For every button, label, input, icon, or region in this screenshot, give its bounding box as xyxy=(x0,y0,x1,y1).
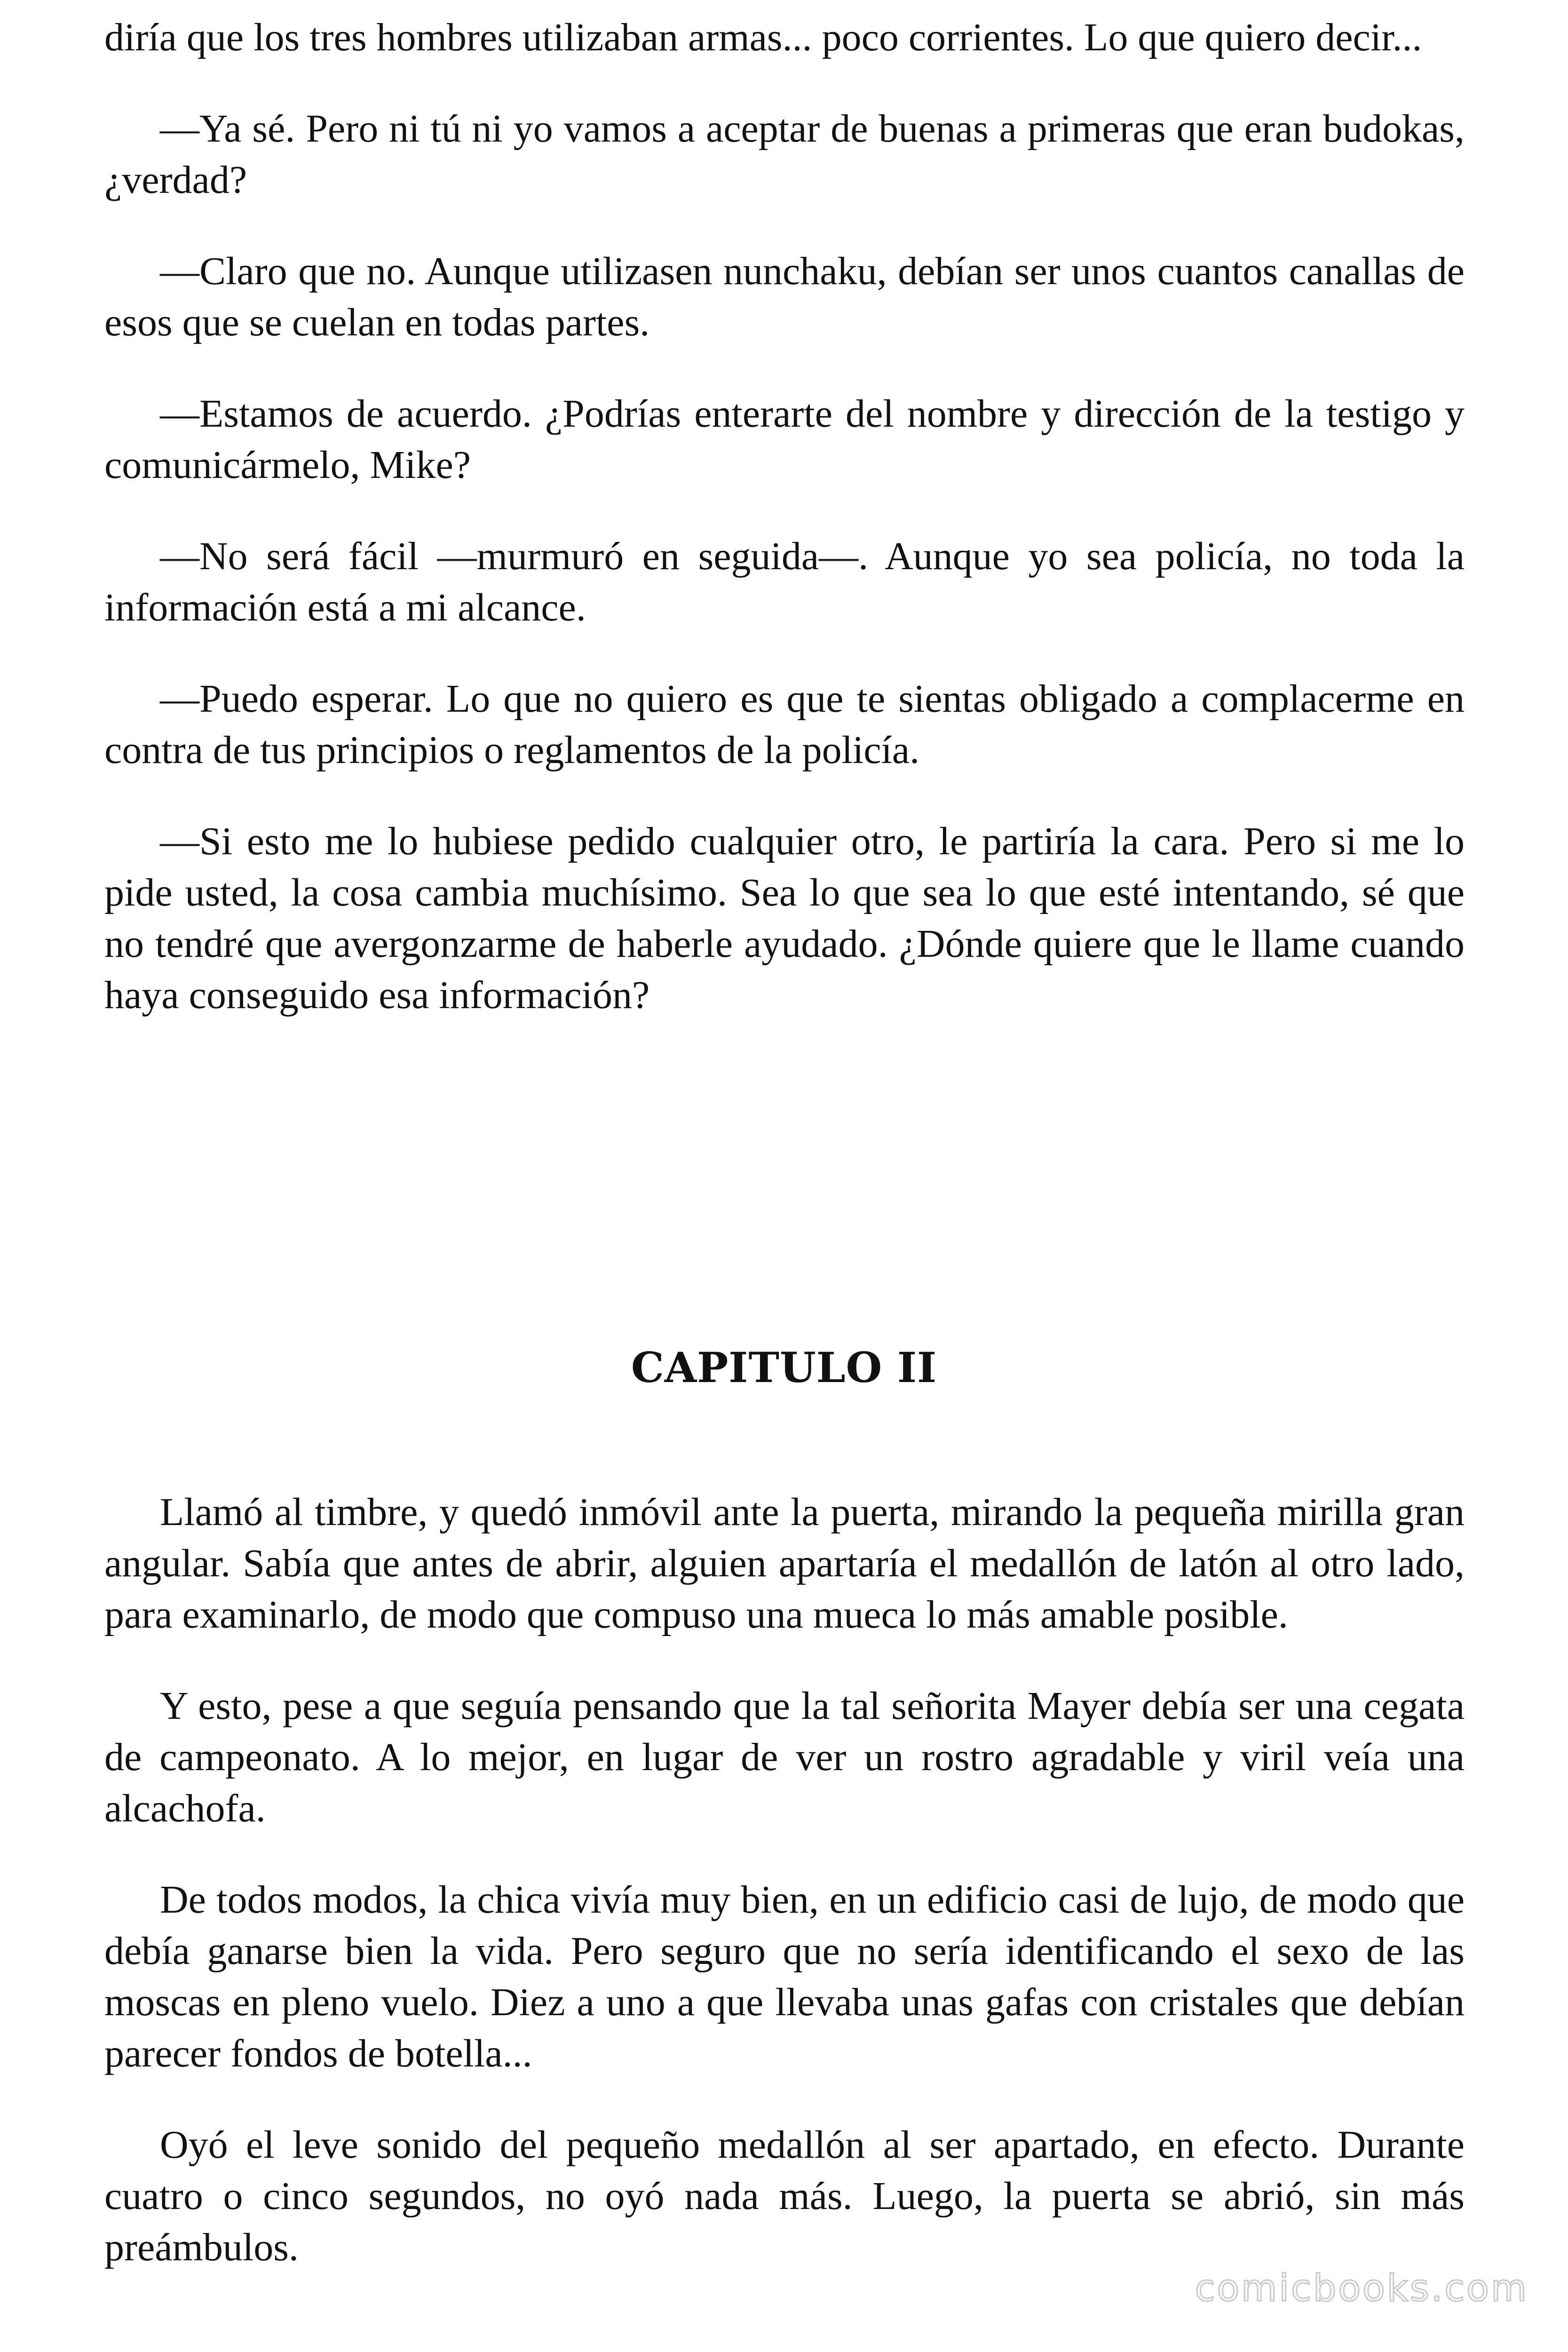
paragraph: —No será fácil —murmuró en seguida—. Aunque yo sea policía, no toda la información está a mi alcance. xyxy=(104,534,1465,629)
paragraph: Y esto, pese a que seguía pensando que la tal señorita Mayer debía ser una cegata de campeonato. A lo mejor, en lugar de ver un rostro agradable y viril veía una alcachofa. xyxy=(104,1684,1465,1830)
paragraph: —Claro que no. Aunque utilizasen nunchaku, debían ser unos cuantos canallas de esos que se cuelan en todas partes. xyxy=(104,249,1465,344)
text-block-before-chapter xyxy=(104,12,1465,1061)
paragraph: Oyó el leve sonido del pequeño medallón al ser apartado, en efecto. Durante cuatro o cinco segundos, no oyó nada más. Luego, la puerta se abrió, sin más preámbulos. xyxy=(104,2123,1465,2269)
chapter-title: CAPITULO II xyxy=(631,1343,937,1392)
paragraph: —Puedo esperar. Lo que no quiero es que te sientas obligado a complacerme en contra de tus principios o reglamentos de la policía. xyxy=(104,677,1465,772)
text-block-chapter-start xyxy=(104,1486,1465,2313)
paragraph: diría que los tres hombres utilizaban armas... poco corrientes. Lo que quiero decir... xyxy=(104,16,1422,59)
paragraph: Llamó al timbre, y quedó inmóvil ante la puerta, mirando la pequeña mirilla gran angular. Sabía que antes de abrir, alguien apartaría el medallón de latón al otro lado, para examinarlo, de modo que compuso una mueca lo más amable posible. xyxy=(104,1490,1465,1637)
paragraph: —Estamos de acuerdo. ¿Podrías enterarte del nombre y dirección de la testigo y comunicármelo, Mike? xyxy=(104,392,1465,487)
site-watermark: comicbooks.com xyxy=(1195,2267,1528,2310)
paragraph: —Ya sé. Pero ni tú ni yo vamos a aceptar de buenas a primeras que eran budokas, ¿verdad? xyxy=(104,107,1465,202)
paragraph: De todos modos, la chica vivía muy bien, en un edificio casi de lujo, de modo que debía ganarse bien la vida. Pero seguro que no sería identificando el sexo de las moscas en pleno vuelo. Diez a uno a que llevaba unas gafas con cristales que debían parecer fondos de botella... xyxy=(104,1878,1465,2075)
paragraph: —Si esto me lo hubiese pedido cualquier otro, le partiría la cara. Pero si me lo pide usted, la cosa cambia muchísimo. Sea lo que sea lo que esté intentando, sé que no tendré que avergonzarme de haberle ayudado. ¿Dónde quiere que le llame cuando haya conseguido esa información? xyxy=(104,819,1465,1017)
